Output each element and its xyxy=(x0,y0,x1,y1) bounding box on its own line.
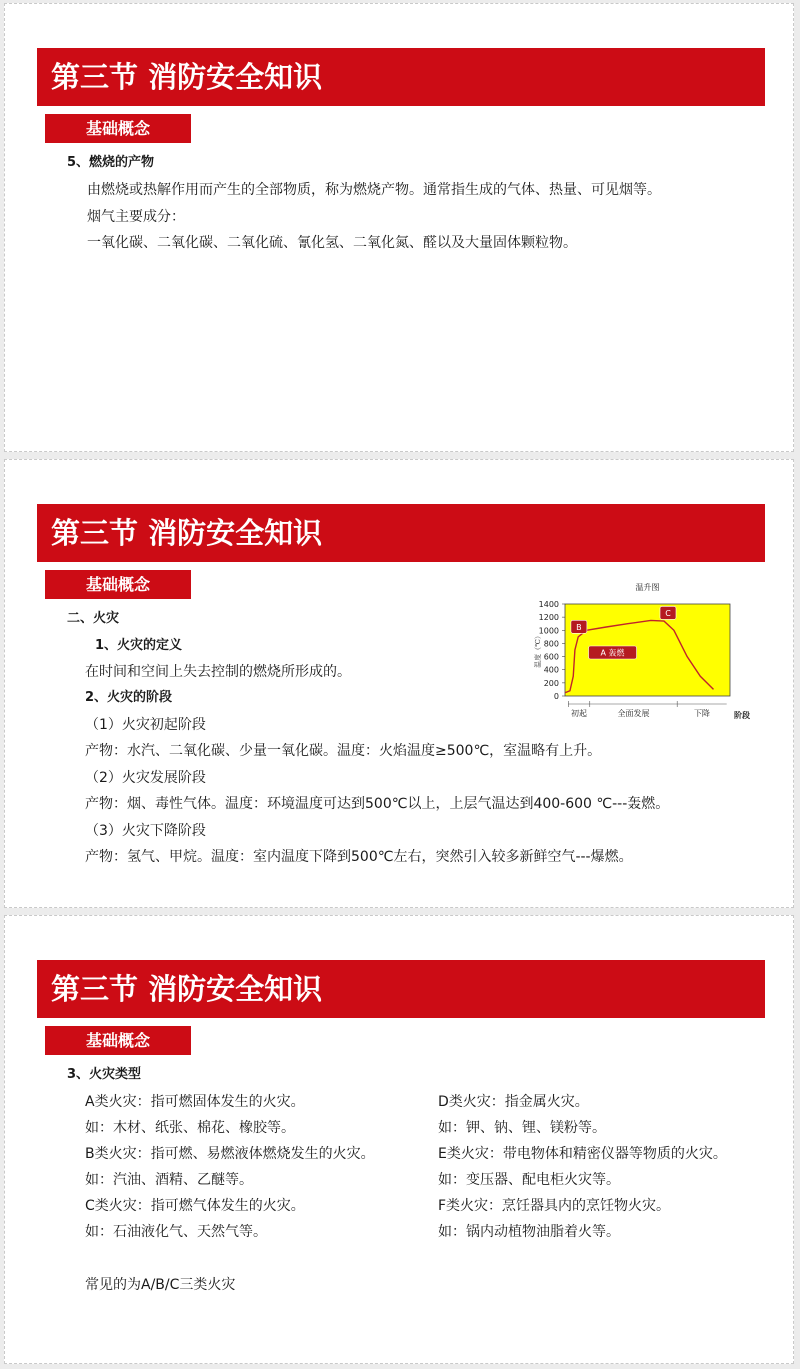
stage-label: 初起 xyxy=(571,709,588,718)
temperature-rise-chart xyxy=(515,578,755,728)
y-tick-label: 400 xyxy=(543,665,559,675)
section-tag: 基础概念 xyxy=(45,1026,191,1055)
fire-type-right: D类火灾：指金属火灾。 xyxy=(438,1094,589,1110)
fire-type-right: 如：钾、钠、锂、镁粉等。 xyxy=(438,1120,606,1136)
y-tick-label: 1200 xyxy=(538,613,559,623)
section-heading: 5、燃烧的产物 xyxy=(67,155,155,170)
stage-label: （2）火灾发展阶段 xyxy=(85,770,206,786)
fire-type-left: 如：汽油、酒精、乙醚等。 xyxy=(85,1172,253,1188)
slide-title: 第三节 消防安全知识 xyxy=(37,48,765,106)
section-heading: 3、火灾类型 xyxy=(67,1067,142,1082)
fire-type-left: C类火灾：指可燃气体发生的火灾。 xyxy=(85,1198,305,1214)
note-text: 常见的为A/B/C三类火灾 xyxy=(85,1277,236,1293)
chart-title: 温升图 xyxy=(635,583,660,592)
annotation-label: A 轰燃 xyxy=(600,648,625,658)
fire-type-left: 如：石油液化气、天然气等。 xyxy=(85,1224,267,1240)
body-line: 一氧化碳、二氧化碳、二氧化硫、氰化氢、二氧化氮、醛以及大量固体颗粒物。 xyxy=(87,235,577,251)
stage-text: 产物：水汽、二氧化碳、少量一氧化碳。温度：火焰温度≥500℃，室温略有上升。 xyxy=(85,743,602,759)
section-heading: 二、火灾 xyxy=(67,611,120,626)
slide-combustion-products xyxy=(4,3,794,452)
y-tick-label: 0 xyxy=(553,692,559,701)
body-line: 烟气主要成分： xyxy=(87,209,185,225)
slide-title: 第三节 消防安全知识 xyxy=(37,960,765,1018)
annotation-label: C xyxy=(665,608,671,618)
y-tick-label: 1000 xyxy=(538,626,559,636)
body-line: 由燃烧或热解作用而产生的全部物质，称为燃烧产物。通常指生成的气体、热量、可见烟等。 xyxy=(87,182,661,198)
y-tick-label: 800 xyxy=(543,639,559,649)
fire-type-right: 如：变压器、配电柜火灾等。 xyxy=(438,1172,620,1188)
fire-type-right: F类火灾：烹饪器具内的烹饪物火灾。 xyxy=(438,1198,671,1214)
fire-type-left: B类火灾：指可燃、易燃液体燃烧发生的火灾。 xyxy=(85,1146,375,1162)
y-axis-label: 温度（℃） xyxy=(534,632,542,668)
sub-heading: 1、火灾的定义 xyxy=(95,638,183,653)
definition-text: 在时间和空间上失去控制的燃烧所形成的。 xyxy=(85,664,351,680)
sub-heading: 2、火灾的阶段 xyxy=(85,690,173,705)
fire-type-left: 如：木材、纸张、棉花、橡胶等。 xyxy=(85,1120,295,1136)
fire-type-right: E类火灾：带电物体和精密仪器等物质的火灾。 xyxy=(438,1146,727,1162)
slide-title: 第三节 消防安全知识 xyxy=(37,504,765,562)
annotation-label: B xyxy=(576,622,582,632)
y-tick-label: 600 xyxy=(543,652,559,662)
stage-text: 产物：烟、毒性气体。温度：环境温度可达到500℃以上，上层气温达到400-600 ℃---轰燃。 xyxy=(85,796,670,812)
stage-label: 全面发展 xyxy=(617,709,650,718)
stage-text: 产物：氢气、甲烷。温度：室内温度下降到500℃左右，突然引入较多新鲜空气---爆燃。 xyxy=(85,849,633,865)
stage-label: （3）火灾下降阶段 xyxy=(85,823,206,839)
slide-fire xyxy=(4,459,794,908)
y-tick-label: 200 xyxy=(543,678,559,688)
stage-label: 下降 xyxy=(693,709,710,718)
section-tag: 基础概念 xyxy=(45,114,191,143)
slide-fire-types xyxy=(4,915,794,1364)
section-tag: 基础概念 xyxy=(45,570,191,599)
y-tick-label: 1400 xyxy=(538,600,559,609)
fire-type-right: 如：锅内动植物油脂着火等。 xyxy=(438,1224,620,1240)
fire-type-left: A类火灾：指可燃固体发生的火灾。 xyxy=(85,1094,305,1110)
x-axis-label: 阶段 xyxy=(734,710,750,720)
stage-label: （1）火灾初起阶段 xyxy=(85,717,206,733)
